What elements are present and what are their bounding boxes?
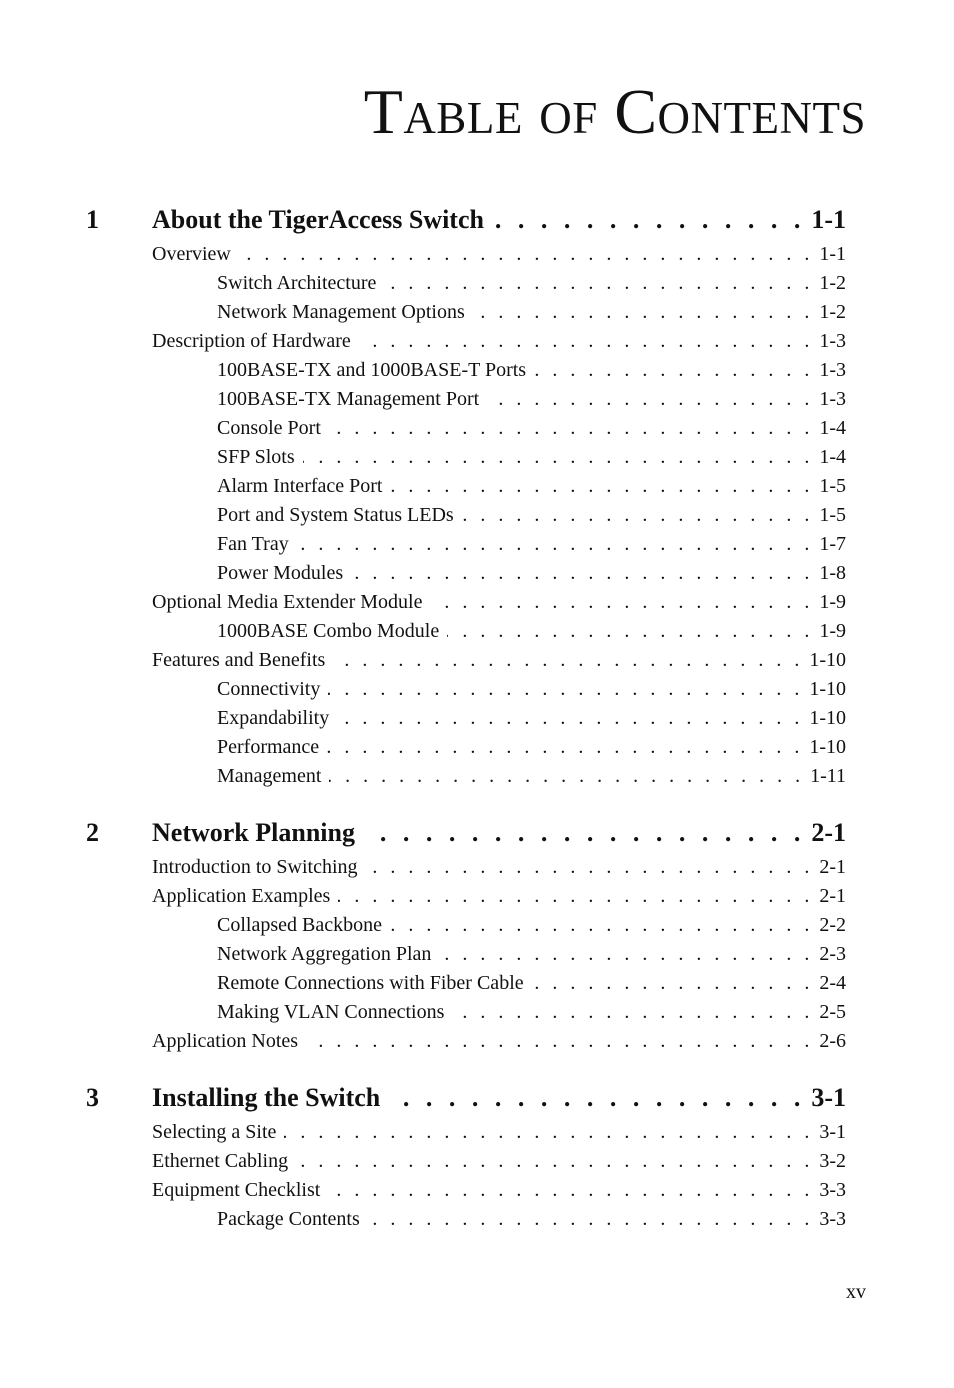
entry-page-number: 2-4 xyxy=(819,972,846,994)
entry-label: Fan Tray xyxy=(217,533,289,555)
entry-page-number: 1-10 xyxy=(809,736,846,758)
chapter-title: Installing the Switch xyxy=(152,1083,381,1112)
toc-entry[interactable] xyxy=(86,1118,846,1147)
chapter-entry-list xyxy=(86,1118,846,1234)
toc-subentry[interactable] xyxy=(86,414,846,443)
dot-leader xyxy=(532,969,814,998)
dot-leader xyxy=(359,327,814,356)
page-title: Table of Contents xyxy=(363,76,866,147)
toc-entry[interactable] xyxy=(86,1027,846,1056)
entry-label: 1000BASE Combo Module xyxy=(217,620,440,642)
toc-subentry[interactable] xyxy=(86,356,846,385)
entry-page-number: 1-5 xyxy=(819,475,846,497)
dot-leader xyxy=(328,675,803,704)
dot-leader xyxy=(327,733,803,762)
entry-label: Alarm Interface Port xyxy=(217,475,383,497)
dot-leader xyxy=(303,443,814,472)
entry-label: Ethernet Cabling xyxy=(152,1150,289,1172)
entry-page-number: 1-10 xyxy=(809,678,846,700)
dot-leader xyxy=(494,200,805,240)
entry-page-number: 1-10 xyxy=(809,707,846,729)
toc-entry[interactable] xyxy=(86,1147,846,1176)
toc-subentry[interactable] xyxy=(86,762,846,791)
entry-page-number: 1-8 xyxy=(819,562,846,584)
dot-leader xyxy=(447,617,813,646)
entry-label: Application Notes xyxy=(152,1030,299,1052)
entry-page-number: 1-3 xyxy=(819,388,846,410)
entry-page-number: 2-5 xyxy=(819,1001,846,1023)
entry-label: Network Aggregation Plan xyxy=(217,943,432,965)
entry-page-number: 1-4 xyxy=(819,417,846,439)
chapter-entry-list xyxy=(86,853,846,1056)
dot-leader xyxy=(297,530,814,559)
entry-page-number: 1-5 xyxy=(819,504,846,526)
dot-leader xyxy=(534,356,813,385)
entry-label: Package Contents xyxy=(217,1208,360,1230)
dot-leader xyxy=(328,1176,813,1205)
toc-subentry[interactable] xyxy=(86,998,846,1027)
toc-subentry[interactable] xyxy=(86,733,846,762)
chapter-page-number: 1-1 xyxy=(811,205,846,234)
toc-subentry[interactable] xyxy=(86,443,846,472)
dot-leader xyxy=(368,1205,814,1234)
entry-label: Remote Connections with Fiber Cable xyxy=(217,972,524,994)
toc-subentry[interactable] xyxy=(86,472,846,501)
entry-label: Selecting a Site xyxy=(152,1121,277,1143)
dot-leader xyxy=(338,882,813,911)
chapter-entry-list xyxy=(86,240,846,791)
entry-label: Network Management Options xyxy=(217,301,465,323)
dot-leader xyxy=(452,998,813,1027)
entry-label: Expandability xyxy=(217,707,330,729)
entry-page-number: 2-1 xyxy=(819,885,846,907)
dot-leader xyxy=(333,646,803,675)
toc-entry[interactable] xyxy=(86,1176,846,1205)
dot-leader xyxy=(390,472,813,501)
dot-leader xyxy=(365,813,805,853)
entry-label: Console Port xyxy=(217,417,321,439)
entry-page-number: 1-10 xyxy=(809,649,846,671)
toc-entry[interactable] xyxy=(86,853,846,882)
toc-subentry[interactable] xyxy=(86,704,846,733)
toc-subentry[interactable] xyxy=(86,940,846,969)
entry-page-number: 3-1 xyxy=(819,1121,846,1143)
chapter-page-number: 2-1 xyxy=(811,818,846,847)
chapter-2 xyxy=(86,813,846,1056)
chapter-number: 2 xyxy=(86,818,99,847)
chapter-title: About the TigerAccess Switch xyxy=(152,205,484,234)
entry-label: Connectivity xyxy=(217,678,321,700)
chapter-heading[interactable] xyxy=(86,813,846,853)
entry-page-number: 2-3 xyxy=(819,943,846,965)
dot-leader xyxy=(296,1147,813,1176)
entry-label: Port and System Status LEDs xyxy=(217,504,454,526)
chapter-1 xyxy=(86,200,846,791)
entry-page-number: 1-7 xyxy=(819,533,846,555)
toc-subentry[interactable] xyxy=(86,269,846,298)
dot-leader xyxy=(329,414,813,443)
toc-subentry[interactable] xyxy=(86,911,846,940)
entry-label: Introduction to Switching xyxy=(152,856,358,878)
dot-leader xyxy=(329,762,804,791)
toc-entry[interactable] xyxy=(86,882,846,911)
entry-page-number: 2-2 xyxy=(819,914,846,936)
dot-leader xyxy=(439,940,813,969)
dot-leader xyxy=(487,385,813,414)
entry-page-number: 1-4 xyxy=(819,446,846,468)
toc-subentry[interactable] xyxy=(86,969,846,998)
dot-leader xyxy=(366,853,814,882)
toc-subentry[interactable] xyxy=(86,617,846,646)
dot-leader xyxy=(284,1118,813,1147)
entry-label: Description of Hardware xyxy=(152,330,351,352)
entry-label: Making VLAN Connections xyxy=(217,1001,445,1023)
toc-subentry[interactable] xyxy=(86,1205,846,1234)
toc-entry[interactable] xyxy=(86,588,846,617)
dot-leader xyxy=(473,298,814,327)
dot-leader xyxy=(306,1027,813,1056)
entry-page-number: 1-9 xyxy=(819,620,846,642)
entry-page-number: 1-11 xyxy=(810,765,846,787)
table-of-contents xyxy=(86,200,846,1234)
dot-leader xyxy=(390,911,813,940)
toc-subentry[interactable] xyxy=(86,501,846,530)
chapter-heading[interactable] xyxy=(86,200,846,240)
dot-leader xyxy=(337,704,803,733)
toc-subentry[interactable] xyxy=(86,530,846,559)
toc-entry[interactable] xyxy=(86,240,846,269)
toc-subentry[interactable] xyxy=(86,385,846,414)
chapter-3 xyxy=(86,1078,846,1234)
dot-leader xyxy=(351,559,813,588)
toc-subentry[interactable] xyxy=(86,675,846,704)
entry-label: Switch Architecture xyxy=(217,272,377,294)
entry-label: Overview xyxy=(152,243,231,265)
entry-label: 100BASE-TX and 1000BASE-T Ports xyxy=(217,359,527,381)
entry-label: Optional Media Extender Module xyxy=(152,591,423,613)
page-folio: xv xyxy=(846,1281,866,1303)
entry-page-number: 3-3 xyxy=(819,1208,846,1230)
entry-label: 100BASE-TX Management Port xyxy=(217,388,480,410)
dot-leader xyxy=(239,240,813,269)
entry-label: Management xyxy=(217,765,322,787)
entry-page-number: 3-3 xyxy=(819,1179,846,1201)
dot-leader xyxy=(431,588,814,617)
toc-entry[interactable] xyxy=(86,327,846,356)
entry-label: Power Modules xyxy=(217,562,344,584)
chapter-number: 3 xyxy=(86,1083,99,1112)
entry-page-number: 1-1 xyxy=(819,243,846,265)
entry-page-number: 3-2 xyxy=(819,1150,846,1172)
entry-page-number: 1-2 xyxy=(819,272,846,294)
dot-leader xyxy=(462,501,814,530)
entry-page-number: 1-3 xyxy=(819,359,846,381)
entry-label: Application Examples xyxy=(152,885,331,907)
entry-label: SFP Slots xyxy=(217,446,295,468)
toc-subentry[interactable] xyxy=(86,559,846,588)
dot-leader xyxy=(384,269,813,298)
toc-entry[interactable] xyxy=(86,646,846,675)
entry-label: Equipment Checklist xyxy=(152,1179,321,1201)
entry-page-number: 1-9 xyxy=(819,591,846,613)
dot-leader xyxy=(390,1078,805,1118)
entry-page-number: 2-1 xyxy=(819,856,846,878)
entry-label: Features and Benefits xyxy=(152,649,326,671)
chapter-page-number: 3-1 xyxy=(811,1083,846,1112)
chapter-number: 1 xyxy=(86,205,99,234)
entry-page-number: 1-2 xyxy=(819,301,846,323)
entry-label: Collapsed Backbone xyxy=(217,914,382,936)
chapter-title: Network Planning xyxy=(152,818,355,847)
chapter-heading[interactable] xyxy=(86,1078,846,1118)
entry-label: Performance xyxy=(217,736,320,758)
toc-subentry[interactable] xyxy=(86,298,846,327)
entry-page-number: 1-3 xyxy=(819,330,846,352)
entry-page-number: 2-6 xyxy=(819,1030,846,1052)
